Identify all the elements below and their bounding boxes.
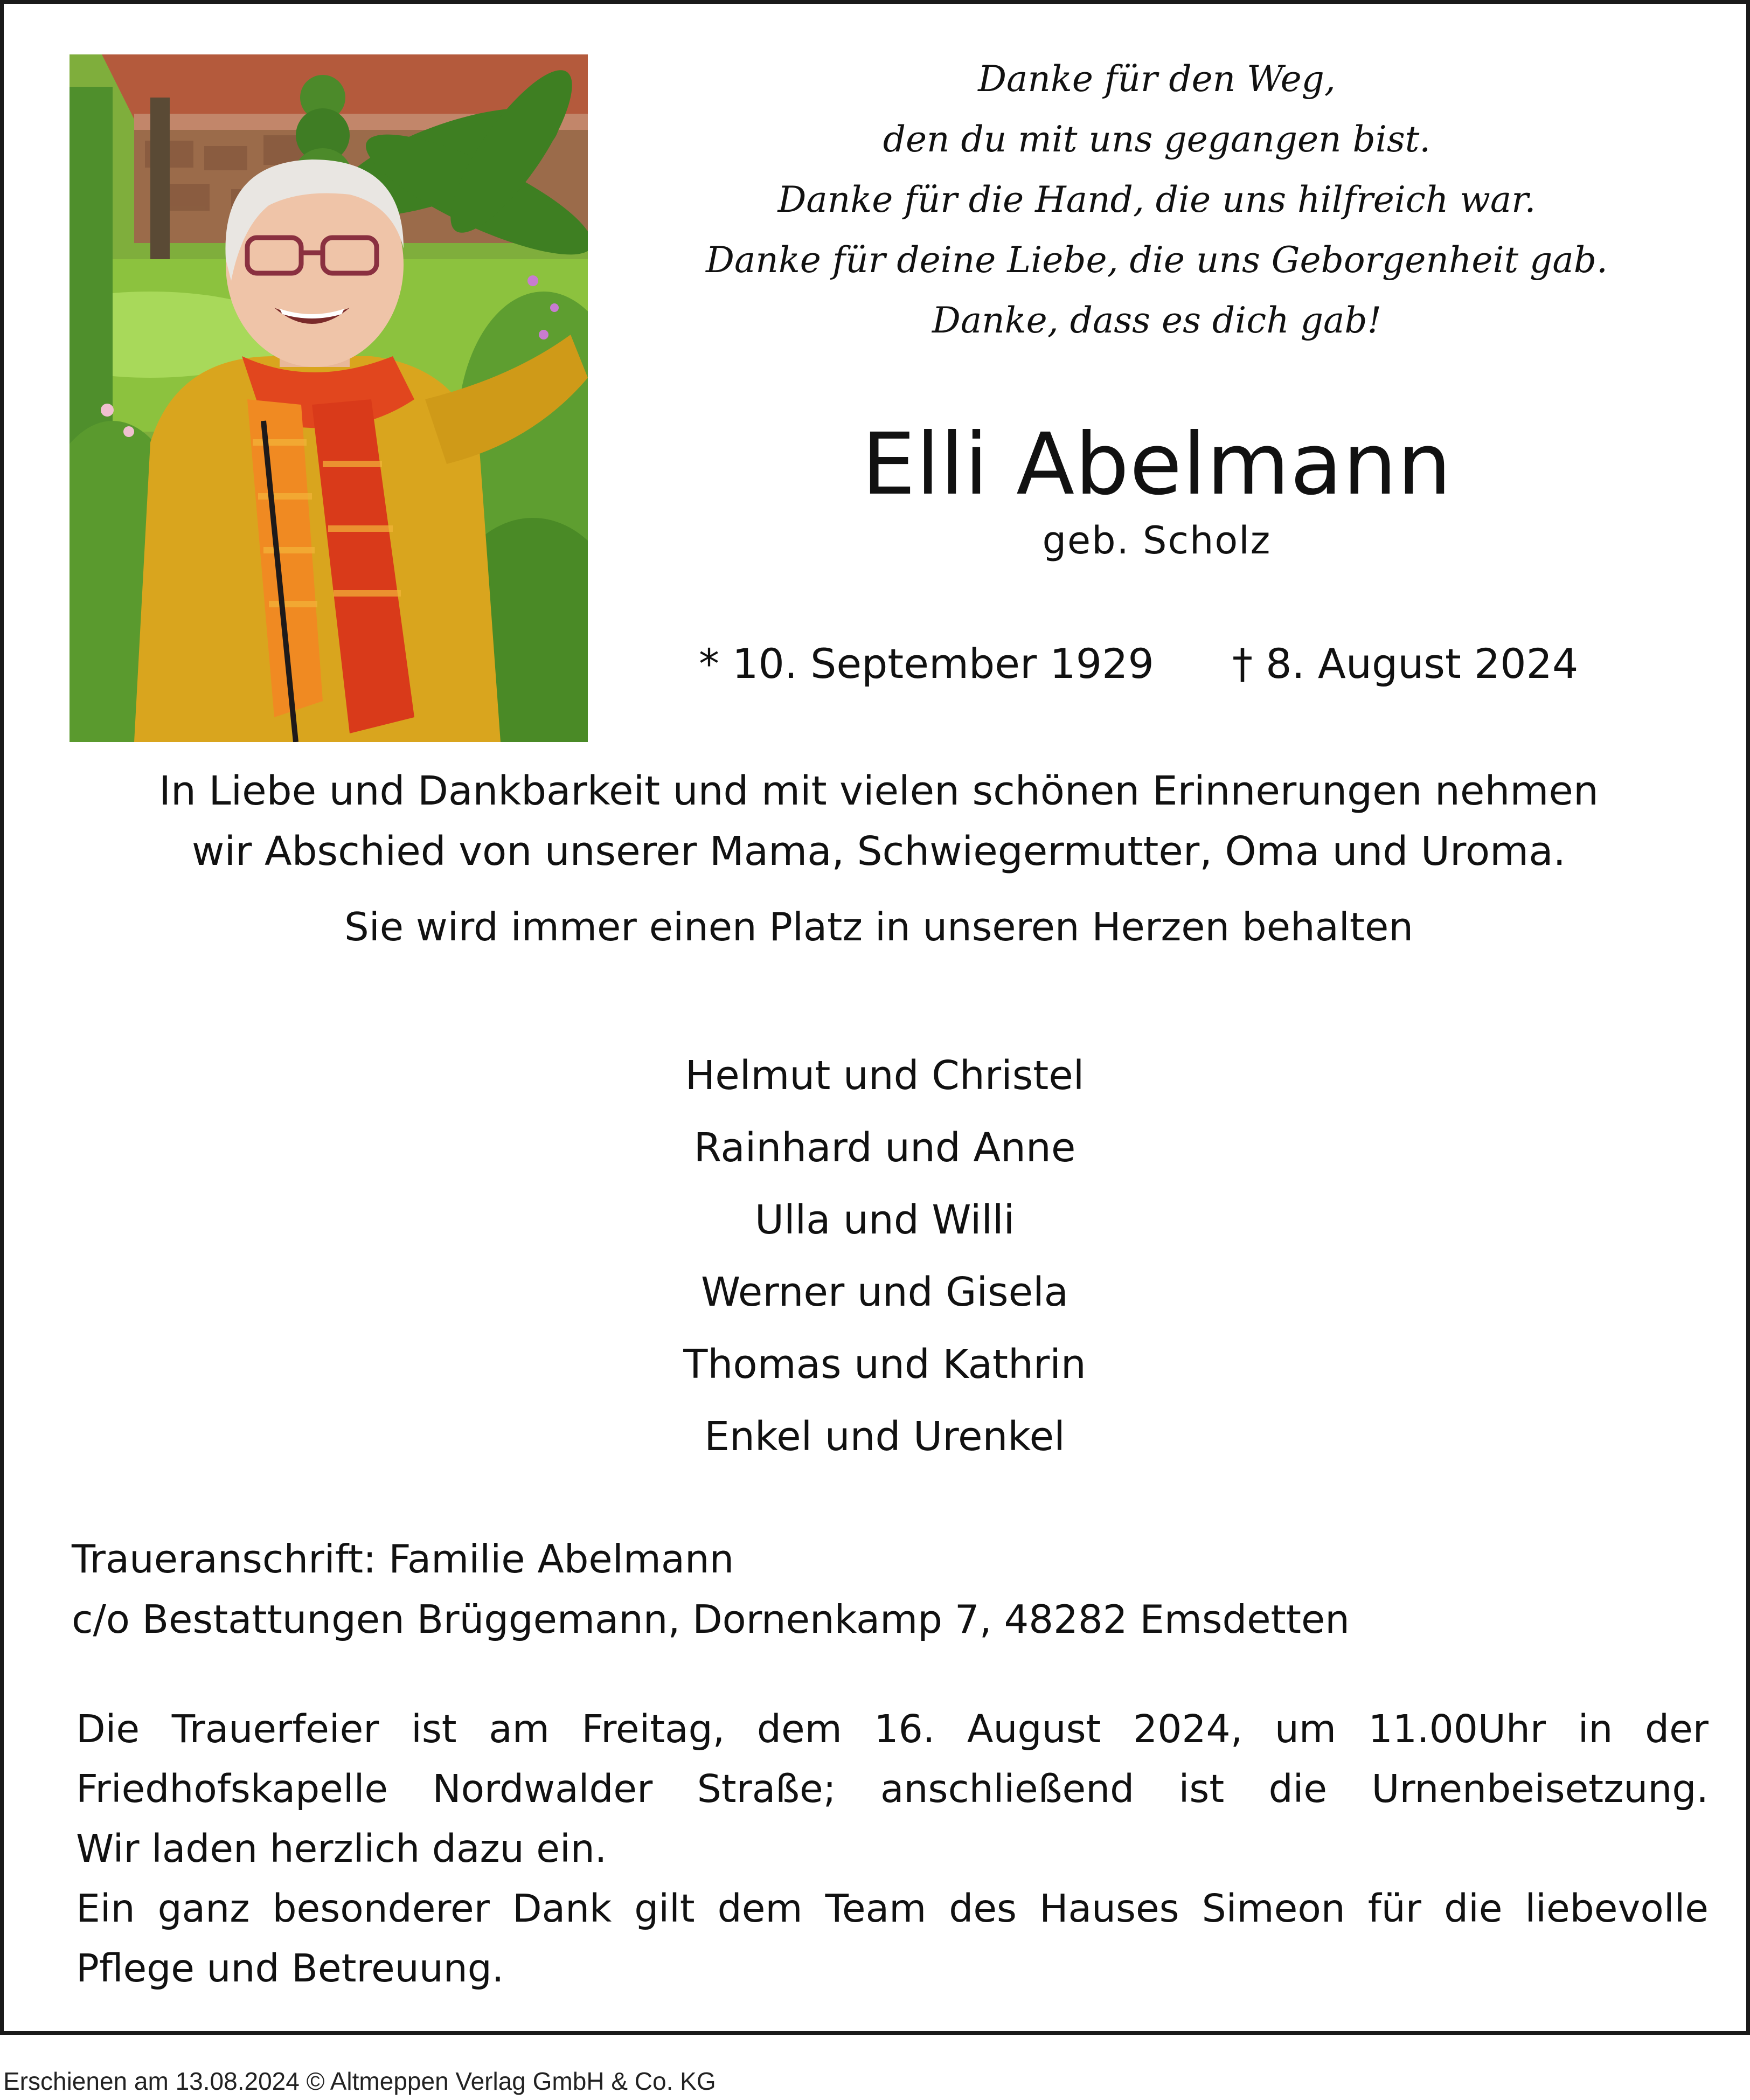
verse-line: den du mit uns gegangen bist. xyxy=(883,119,1431,160)
ceremony-line: Die Trauerfeier ist am Freitag, dem 16. August 2024, um 11.00Uhr in der xyxy=(76,1707,1709,1751)
verse-line: Danke für den Weg, xyxy=(978,58,1336,100)
ceremony-info xyxy=(76,1699,1709,1998)
deceased-name: Elli Abelmann xyxy=(862,415,1452,514)
farewell-message xyxy=(47,761,1711,882)
mourner-entry: Werner und Gisela xyxy=(700,1269,1069,1315)
life-dates xyxy=(699,634,1615,694)
memorial-verse xyxy=(618,49,1696,351)
portrait-illustration xyxy=(70,54,588,742)
verse-line: Danke für die Hand, die uns hilfreich war. xyxy=(777,179,1536,220)
birth-date: * 10. September 1929 xyxy=(699,640,1154,688)
address-line: Traueranschrift: Familie Abelmann xyxy=(72,1536,734,1582)
mourner-entry: Rainhard und Anne xyxy=(693,1125,1076,1171)
portrait-photo xyxy=(70,54,588,742)
address-line: c/o Bestattungen Brüggemann, Dornenkamp 7, 48282 Emsdetten xyxy=(72,1597,1350,1642)
ceremony-line: Wir laden herzlich dazu ein. xyxy=(76,1826,607,1871)
mourner-entry: Ulla und Willi xyxy=(754,1197,1015,1243)
farewell-line: wir Abschied von unserer Mama, Schwiegermutter, Oma und Uroma. xyxy=(191,828,1566,875)
verse-line: Danke für deine Liebe, die uns Geborgenheit gab. xyxy=(706,239,1608,281)
mourner-entry: Helmut und Christel xyxy=(685,1052,1085,1099)
mourners-list xyxy=(543,1039,1227,1473)
verse-line: Danke, dass es dich gab! xyxy=(932,300,1382,341)
mourning-address xyxy=(72,1529,1688,1649)
mourner-entry: Thomas und Kathrin xyxy=(683,1341,1086,1388)
publication-footer: Erschienen am 13.08.2024 © Altmeppen Verlag GmbH & Co. KG xyxy=(3,2067,716,2095)
maiden-name: geb. Scholz xyxy=(1042,518,1272,563)
heart-message: Sie wird immer einen Platz in unseren Herzen behalten xyxy=(344,904,1413,949)
ceremony-line: Ein ganz besonderer Dank gilt dem Team des Hauses Simeon für die liebevolle xyxy=(76,1886,1709,1931)
death-date: † 8. August 2024 xyxy=(1232,640,1579,688)
ceremony-line: Pflege und Betreuung. xyxy=(76,1946,504,1991)
ceremony-line: Friedhofskapelle Nordwalder Straße; anschließend ist die Urnenbeisetzung. xyxy=(76,1766,1709,1811)
farewell-line: In Liebe und Dankbarkeit und mit vielen schönen Erinnerungen nehmen xyxy=(159,768,1599,814)
mourner-entry: Enkel und Urenkel xyxy=(704,1413,1065,1460)
